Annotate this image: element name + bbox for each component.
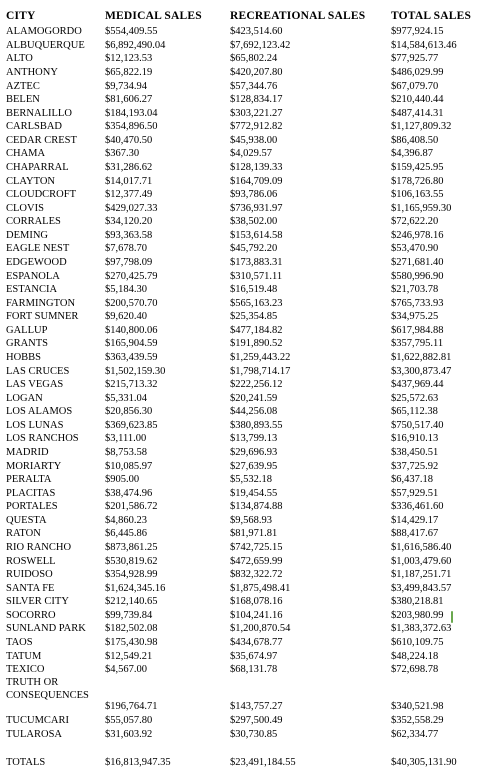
recreational-sales-cell: $104,241.16: [230, 609, 283, 621]
medical-sales-cell: $184,193.04: [105, 107, 158, 119]
total-sales-cell: $357,795.11: [391, 338, 444, 350]
table-row-truth-or-consequences-values: [0, 700, 484, 714]
city-cell: BELEN: [6, 94, 40, 106]
medical-sales-cell: $1,502,159.30: [105, 365, 166, 377]
medical-sales-cell: $354,928.99: [105, 569, 158, 581]
medical-sales-cell: $6,445.86: [105, 528, 147, 540]
city-cell: FORT SUMNER: [6, 311, 79, 323]
recreational-sales-cell: $4,029.57: [230, 148, 272, 160]
medical-sales-cell: $97,798.09: [105, 256, 153, 268]
city-cell: EDGEWOOD: [6, 256, 67, 268]
medical-sales-cell: $40,470.50: [105, 134, 153, 146]
recreational-sales-cell: $173,883.31: [230, 256, 283, 268]
city-cell: DEMING: [6, 229, 48, 241]
recreational-sales-cell: $45,792.20: [230, 243, 278, 255]
recreational-sales-cell: $1,875,498.41: [230, 582, 291, 594]
medical-sales-cell: $175,430.98: [105, 636, 158, 648]
table-row: [0, 378, 484, 392]
medical-sales-cell: $215,713.32: [105, 379, 158, 391]
header-total-sales: TOTAL SALES: [391, 10, 472, 22]
city-cell: LOS LUNAS: [6, 419, 64, 431]
city-cell: TUCUMCARI: [6, 715, 70, 726]
city-cell: PORTALES: [6, 501, 58, 513]
table-row: [0, 527, 484, 541]
total-sales-cell: $1,165,959.30: [391, 202, 452, 214]
table-row: [0, 582, 484, 596]
total-sales-cell: $336,461.60: [391, 501, 444, 513]
table-row: [0, 120, 484, 134]
medical-sales-cell: $363,439.59: [105, 351, 158, 363]
total-sales-cell: $750,517.40: [391, 419, 444, 431]
total-sales-cell: $86,408.50: [391, 134, 439, 146]
total-sales-cell: $16,910.13: [391, 433, 439, 445]
table-row: [0, 66, 484, 80]
medical-sales-cell: $7,678.70: [105, 243, 147, 255]
total-sales-cell: $487,414.31: [391, 107, 444, 119]
table-row: [0, 595, 484, 609]
recreational-sales-cell: $472,659.99: [230, 555, 283, 567]
recreational-sales-cell: $420,207.80: [230, 67, 283, 78]
table-row-tucumcari: [0, 714, 484, 728]
header-row: [0, 10, 484, 24]
medical-sales-cell: $429,027.33: [105, 202, 158, 214]
totals-row: [0, 756, 484, 770]
table-row: [0, 555, 484, 569]
total-sales-cell: $53,470.90: [391, 243, 439, 255]
medical-sales-cell: $12,123.53: [105, 53, 153, 65]
medical-sales-cell: $140,800.06: [105, 324, 158, 336]
medical-sales-cell: $554,409.55: [105, 26, 158, 38]
table-row: [0, 460, 484, 474]
recreational-sales-cell: $128,139.33: [230, 162, 283, 173]
medical-sales-cell: $182,502.08: [105, 623, 158, 635]
table-row: [0, 405, 484, 419]
city-cell: TATUM: [6, 650, 42, 662]
city-cell: ESPANOLA: [6, 270, 60, 282]
table-row: [0, 514, 484, 528]
table-row-truth-or-consequences: [0, 676, 484, 690]
table-row: [0, 500, 484, 514]
table-row: [0, 25, 484, 39]
medical-sales-cell: $99,739.84: [105, 609, 153, 621]
table-row: [0, 147, 484, 161]
city-cell: CHAMA: [6, 148, 46, 160]
medical-sales-cell: $5,184.30: [105, 284, 147, 296]
table-row: [0, 541, 484, 555]
medical-sales-cell: $369,623.85: [105, 419, 158, 431]
city-cell: CLOUDCROFT: [6, 189, 77, 201]
total-sales-cell: $3,300,873.47: [391, 365, 452, 377]
medical-sales-cell: $3,111.00: [105, 433, 147, 445]
recreational-sales-cell: $81,971.81: [230, 528, 278, 540]
total-sales-cell: $1,616,586.40: [391, 541, 452, 553]
city-cell: PLACITAS: [6, 487, 56, 499]
totals-recreational: $23,491,184.55: [230, 757, 296, 768]
total-sales-cell: $380,218.81: [391, 596, 444, 608]
table-row: [0, 365, 484, 379]
recreational-sales-cell: $832,322.72: [230, 569, 283, 581]
recreational-sales-cell: $772,912.82: [230, 121, 283, 133]
city-cell: ESTANCIA: [6, 284, 58, 296]
medical-sales-cell: $93,363.58: [105, 229, 153, 241]
total-sales-cell: $77,925.77: [391, 53, 439, 65]
medical-sales-cell: $12,549.21: [105, 650, 153, 662]
city-cell: GRANTS: [6, 338, 49, 350]
table-row: [0, 650, 484, 664]
recreational-sales-cell: $164,709.09: [230, 175, 283, 187]
city-cell: LOS ALAMOS: [6, 406, 73, 418]
recreational-sales-cell: $27,639.95: [230, 460, 278, 472]
recreational-sales-cell: $35,674.97: [230, 650, 278, 662]
total-sales-cell: $21,703.78: [391, 284, 439, 296]
medical-sales-cell: $55,057.80: [105, 715, 153, 726]
city-cell: ALTO: [6, 53, 33, 65]
city-cell: LAS VEGAS: [6, 379, 64, 391]
recreational-sales-cell: $29,696.93: [230, 446, 278, 458]
table-row: [0, 487, 484, 501]
recreational-sales-cell: $1,200,870.54: [230, 623, 291, 635]
city-cell: CONSEQUENCES: [6, 690, 89, 701]
city-cell: ALAMOGORDO: [6, 26, 82, 38]
city-cell: ALBUQUERQUE: [6, 39, 85, 51]
medical-sales-cell: $4,860.23: [105, 514, 147, 526]
table-row: [0, 229, 484, 243]
total-sales-cell: $57,929.51: [391, 487, 439, 499]
recreational-sales-cell: $68,131.78: [230, 664, 278, 676]
table-row: [0, 161, 484, 175]
table-row: [0, 609, 484, 623]
recreational-sales-cell: $5,532.18: [230, 474, 272, 486]
total-sales-cell: $88,417.67: [391, 528, 439, 540]
recreational-sales-cell: $25,354.85: [230, 311, 278, 323]
medical-sales-cell: $196,764.71: [105, 701, 158, 712]
header-city: CITY: [6, 10, 36, 22]
recreational-sales-cell: $9,568.93: [230, 514, 272, 526]
medical-sales-cell: $38,474.96: [105, 487, 153, 499]
recreational-sales-cell: $168,078.16: [230, 596, 283, 608]
table-row: [0, 134, 484, 148]
city-cell: GALLUP: [6, 324, 48, 336]
total-sales-cell: $617,984.88: [391, 324, 444, 336]
city-cell: TAOS: [6, 636, 33, 648]
total-sales-cell: $1,187,251.71: [391, 569, 452, 581]
total-sales-cell: $3,499,843.57: [391, 582, 452, 594]
table-row: [0, 297, 484, 311]
recreational-sales-cell: $44,256.08: [230, 406, 278, 418]
medical-sales-cell: $1,624,345.16: [105, 582, 166, 594]
city-cell: CLOVIS: [6, 202, 44, 214]
total-sales-cell: $1,622,882.81: [391, 351, 452, 363]
recreational-sales-cell: $16,519.48: [230, 284, 278, 296]
city-cell: LOS RANCHOS: [6, 433, 79, 445]
table-row: [0, 324, 484, 338]
medical-sales-cell: $10,085.97: [105, 460, 153, 472]
recreational-sales-cell: $1,798,714.17: [230, 365, 291, 377]
total-sales-cell: $580,996.90: [391, 270, 444, 282]
medical-sales-cell: $9,734.94: [105, 80, 147, 92]
table-row: [0, 310, 484, 324]
medical-sales-cell: $270,425.79: [105, 270, 158, 282]
recreational-sales-cell: $38,502.00: [230, 216, 278, 228]
medical-sales-cell: $31,286.62: [105, 162, 153, 173]
medical-sales-cell: $31,603.92: [105, 729, 153, 740]
recreational-sales-cell: $565,163.23: [230, 297, 283, 309]
medical-sales-cell: $20,856.30: [105, 406, 153, 418]
total-sales-cell: $67,079.70: [391, 80, 439, 92]
city-cell: SUNLAND PARK: [6, 623, 86, 635]
total-sales-cell: $106,163.55: [391, 189, 444, 201]
city-cell: MADRID: [6, 446, 49, 458]
recreational-sales-cell: $434,678.77: [230, 636, 283, 648]
city-cell: PERALTA: [6, 474, 52, 486]
city-cell: CORRALES: [6, 216, 61, 228]
medical-sales-cell: $354,896.50: [105, 121, 158, 133]
city-cell: CARLSBAD: [6, 121, 63, 133]
table-row: [0, 636, 484, 650]
city-cell: TEXICO: [6, 664, 45, 676]
medical-sales-cell: $12,377.49: [105, 189, 153, 201]
recreational-sales-cell: $7,692,123.42: [230, 39, 291, 51]
table-row: [0, 215, 484, 229]
total-sales-cell: $610,109.75: [391, 636, 444, 648]
city-cell: LAS CRUCES: [6, 365, 70, 377]
recreational-sales-cell: $19,454.55: [230, 487, 278, 499]
city-cell: CLAYTON: [6, 175, 56, 187]
table-row: [0, 270, 484, 284]
table-row: [0, 392, 484, 406]
total-sales-cell: $6,437.18: [391, 474, 433, 486]
medical-sales-cell: $4,567.00: [105, 664, 147, 676]
medical-sales-cell: $5,331.04: [105, 392, 147, 404]
city-cell: FARMINGTON: [6, 297, 76, 309]
total-sales-cell: $14,584,613.46: [391, 39, 457, 51]
city-cell: SANTA FE: [6, 582, 55, 594]
recreational-sales-cell: $423,514.60: [230, 26, 283, 38]
city-cell: MORIARTY: [6, 460, 62, 472]
recreational-sales-cell: $1,259,443.22: [230, 351, 291, 363]
table-row: [0, 663, 484, 677]
table-row: [0, 473, 484, 487]
recreational-sales-cell: $134,874.88: [230, 501, 283, 513]
total-sales-cell: $340,521.98: [391, 701, 444, 712]
city-cell: TRUTH OR: [6, 677, 59, 688]
table-row: [0, 432, 484, 446]
total-sales-cell: $14,429.17: [391, 514, 439, 526]
recreational-sales-cell: $143,757.27: [230, 701, 283, 712]
recreational-sales-cell: $191,890.52: [230, 338, 283, 350]
total-sales-cell: $62,334.77: [391, 729, 439, 740]
city-cell: LOGAN: [6, 392, 43, 404]
total-sales-cell: $65,112.38: [391, 406, 438, 418]
recreational-sales-cell: $736,931.97: [230, 202, 283, 214]
medical-sales-cell: $9,620.40: [105, 311, 147, 323]
table-row: [0, 39, 484, 53]
recreational-sales-cell: $45,938.00: [230, 134, 278, 146]
total-sales-cell: $1,383,372.63: [391, 623, 452, 635]
table-row: [0, 622, 484, 636]
totals-medical: $16,813,947.35: [105, 757, 171, 768]
totals-label: TOTALS: [6, 757, 46, 768]
total-sales-cell: $25,572.63: [391, 392, 439, 404]
total-sales-cell: $486,029.99: [391, 67, 444, 78]
total-sales-cell: $178,726.80: [391, 175, 444, 187]
total-sales-cell: $203,980.99: [391, 609, 444, 621]
medical-sales-cell: $367.30: [105, 148, 140, 160]
city-cell: SOCORRO: [6, 609, 56, 621]
table-row-tularosa: [0, 728, 484, 742]
city-cell: ANTHONY: [6, 67, 58, 78]
medical-sales-cell: $212,140.65: [105, 596, 158, 608]
city-cell: RATON: [6, 528, 41, 540]
recreational-sales-cell: $222,256.12: [230, 379, 283, 391]
table-row: [0, 188, 484, 202]
city-cell: HOBBS: [6, 351, 42, 363]
total-sales-cell: $437,969.44: [391, 379, 444, 391]
medical-sales-cell: $530,819.62: [105, 555, 158, 567]
total-sales-cell: $1,003,479.60: [391, 555, 452, 567]
totals-total: $40,305,131.90: [391, 757, 457, 768]
total-sales-cell: $246,978.16: [391, 229, 444, 241]
table-row: [0, 52, 484, 66]
total-sales-cell: $37,725.92: [391, 460, 439, 472]
city-cell: CHAPARRAL: [6, 162, 69, 173]
recreational-sales-cell: $153,614.58: [230, 229, 283, 241]
total-sales-cell: $38,450.51: [391, 446, 439, 458]
city-cell: ROSWELL: [6, 555, 56, 567]
medical-sales-cell: $65,822.19: [105, 67, 153, 78]
city-cell: AZTEC: [6, 80, 40, 92]
recreational-sales-cell: $128,834.17: [230, 94, 283, 106]
total-sales-cell: $72,622.20: [391, 216, 439, 228]
medical-sales-cell: $6,892,490.04: [105, 39, 166, 51]
table-row: [0, 446, 484, 460]
recreational-sales-cell: $57,344.76: [230, 80, 278, 92]
city-cell: TULAROSA: [6, 729, 63, 740]
medical-sales-cell: $8,753.58: [105, 446, 147, 458]
total-sales-cell: $48,224.18: [391, 650, 439, 662]
recreational-sales-cell: $297,500.49: [230, 715, 283, 726]
city-cell: RUIDOSO: [6, 569, 53, 581]
city-cell: RIO RANCHO: [6, 541, 72, 553]
recreational-sales-cell: $20,241.59: [230, 392, 278, 404]
table-row: [0, 242, 484, 256]
table-row: [0, 93, 484, 107]
table-row: [0, 202, 484, 216]
header-recreational-sales: RECREATIONAL SALES: [230, 10, 366, 22]
recreational-sales-cell: $13,799.13: [230, 433, 278, 445]
recreational-sales-cell: $310,571.11: [230, 270, 283, 282]
total-sales-cell: $1,127,809.32: [391, 121, 452, 133]
text-cursor: [451, 611, 453, 623]
medical-sales-cell: $81,606.27: [105, 94, 153, 106]
total-sales-cell: $72,698.78: [391, 664, 439, 676]
total-sales-cell: $4,396.87: [391, 148, 433, 160]
header-medical-sales: MEDICAL SALES: [105, 10, 202, 22]
table-row: [0, 419, 484, 433]
recreational-sales-cell: $742,725.15: [230, 541, 283, 553]
total-sales-cell: $210,440.44: [391, 94, 444, 106]
table-row: [0, 337, 484, 351]
recreational-sales-cell: $93,786.06: [230, 189, 278, 201]
recreational-sales-cell: $380,893.55: [230, 419, 283, 431]
total-sales-cell: $352,558.29: [391, 715, 444, 726]
total-sales-cell: $271,681.40: [391, 256, 444, 268]
table-row: [0, 107, 484, 121]
medical-sales-cell: $201,586.72: [105, 501, 158, 513]
table-row: [0, 175, 484, 189]
medical-sales-cell: $873,861.25: [105, 541, 158, 553]
recreational-sales-cell: $30,730.85: [230, 729, 278, 740]
medical-sales-cell: $34,120.20: [105, 216, 153, 228]
city-cell: BERNALILLO: [6, 107, 72, 119]
total-sales-cell: $765,733.93: [391, 297, 444, 309]
total-sales-cell: $34,975.25: [391, 311, 439, 323]
table-row: [0, 283, 484, 297]
recreational-sales-cell: $303,221.27: [230, 107, 283, 119]
city-cell: EAGLE NEST: [6, 243, 70, 255]
medical-sales-cell: $165,904.59: [105, 338, 158, 350]
medical-sales-cell: $14,017.71: [105, 175, 153, 187]
city-cell: CEDAR CREST: [6, 134, 77, 146]
table-row: [0, 568, 484, 582]
table-row: [0, 80, 484, 94]
table-row: [0, 256, 484, 270]
recreational-sales-cell: $65,802.24: [230, 53, 278, 65]
medical-sales-cell: $905.00: [105, 474, 140, 486]
city-cell: SILVER CITY: [6, 596, 69, 608]
table-row: [0, 351, 484, 365]
total-sales-cell: $159,425.95: [391, 162, 444, 173]
recreational-sales-cell: $477,184.82: [230, 324, 283, 336]
medical-sales-cell: $200,570.70: [105, 297, 158, 309]
city-cell: QUESTA: [6, 514, 47, 526]
total-sales-cell: $977,924.15: [391, 26, 444, 38]
